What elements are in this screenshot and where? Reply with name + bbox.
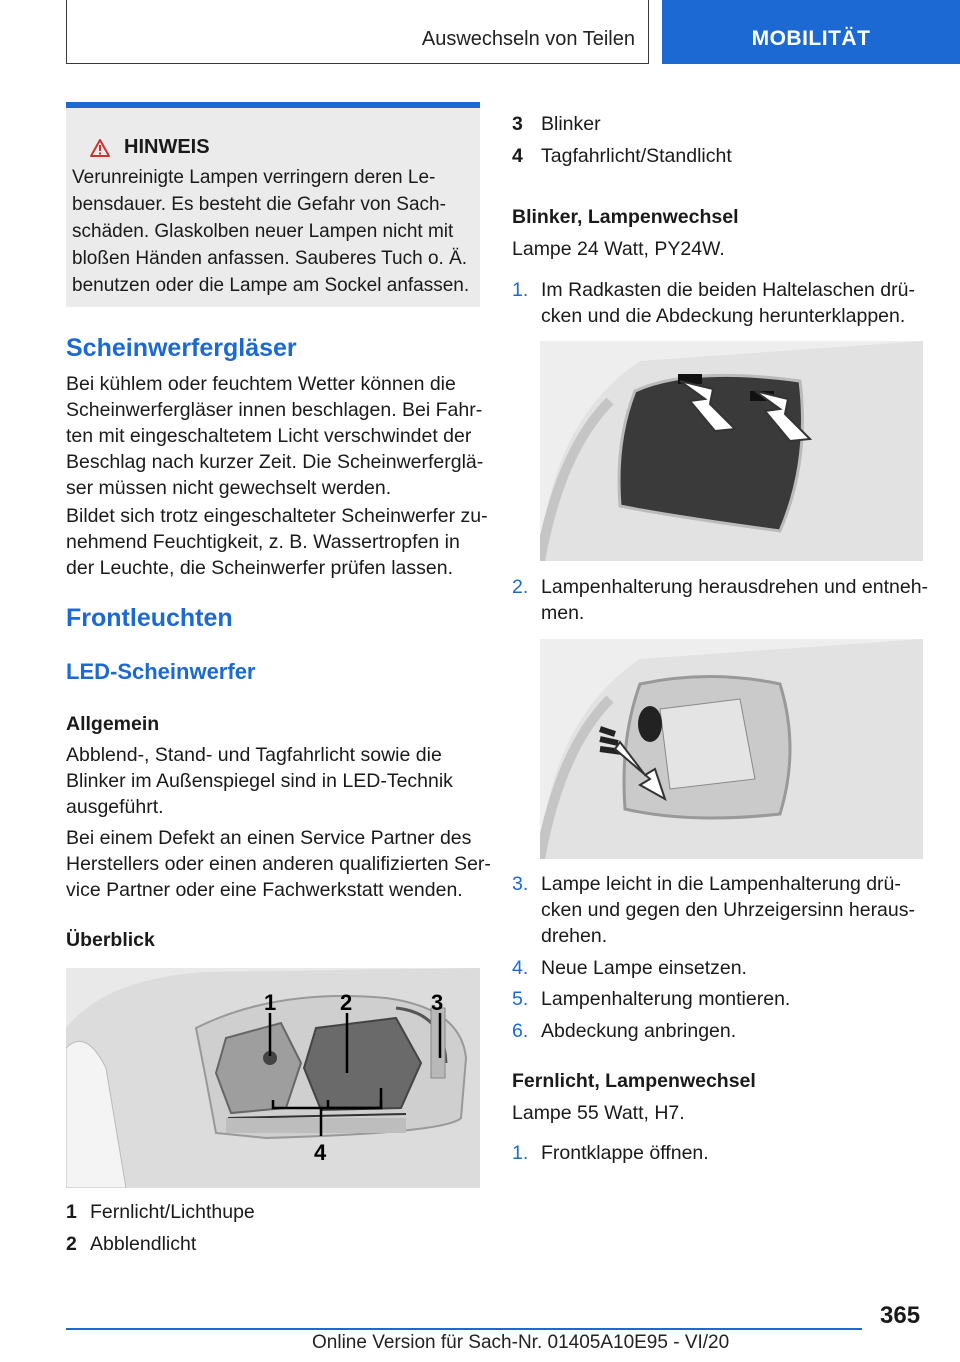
headlight-overview-image bbox=[66, 968, 480, 1188]
step-item: 4. Neue Lampe einsetzen. bbox=[512, 957, 747, 979]
paragraph-scheinwerfer-2: Bildet sich trotz eingeschalteter Scheinwerfer zu- nehmend Feuchtigkeit, z. B. Wassertropfen in der Leuchte, die Scheinwerfer prüfen lassen. bbox=[66, 505, 488, 579]
footer-divider bbox=[66, 1328, 862, 1330]
notice-text: Verunreinigte Lampen verringern deren Le- bensdauer. Es besteht die Gefahr von Sach- schäden. Glaskolben neuer Lampen nicht mit bloßen Händen anfassen. Sauberes Tuch o. Ä. benutzen oder die Lampe am Sockel anfassen. bbox=[72, 167, 470, 296]
notice-box bbox=[66, 102, 480, 307]
header-section-title: Auswechseln von Teilen bbox=[421, 28, 635, 50]
step-item: 1. Frontklappe öffnen. bbox=[512, 1142, 709, 1164]
paragraph-allgemein-2: Bei einem Defekt an einen Service Partner des Herstellers oder einen anderen qualifizierten Ser- vice Partner oder eine Fachwerkstatt wenden. bbox=[66, 827, 491, 901]
paragraph-scheinwerfer-1: Bei kühlem oder feuchtem Wetter können die Scheinwerfergläser innen beschlagen. Bei Fahr- ten mit eingeschaltetem Licht verschwindet der Beschlag nach kurzer Zeit. Die Scheinwerferglä- ser müssen nicht gewechselt werden. bbox=[66, 373, 484, 499]
legend-item: 4 Tagfahrlicht/Standlicht bbox=[512, 145, 732, 167]
heading-scheinwerferglaeser: Scheinwerfergläser bbox=[66, 334, 297, 362]
heading-ueberblick: Überblick bbox=[66, 929, 155, 951]
step-item: 6. Abdeckung anbringen. bbox=[512, 1020, 737, 1042]
warning-triangle-icon bbox=[90, 139, 110, 157]
heading-fernlicht-lampenwechsel: Fernlicht, Lampenwechsel bbox=[512, 1070, 756, 1092]
figure-label-2: 2 bbox=[340, 990, 353, 1015]
heading-frontleuchten: Frontleuchten bbox=[66, 604, 233, 632]
legend-item: 2 Abblendlicht bbox=[66, 1233, 197, 1255]
heading-allgemein: Allgemein bbox=[66, 713, 160, 735]
page-number: 365 bbox=[880, 1302, 921, 1329]
figure-label-3: 3 bbox=[431, 990, 444, 1015]
lamp-holder-image bbox=[540, 639, 923, 859]
legend-item: 3 Blinker bbox=[512, 113, 601, 135]
step-item: 5. Lampenhalterung montieren. bbox=[512, 988, 791, 1010]
heading-blinker-lampenwechsel: Blinker, Lampenwechsel bbox=[512, 206, 739, 228]
step-item: 2. Lampenhalterung herausdrehen und entneh- men. bbox=[512, 576, 929, 624]
wheel-arch-cover-image bbox=[540, 341, 923, 561]
notice-heading bbox=[90, 136, 210, 159]
figure-label-4: 4 bbox=[314, 1140, 327, 1165]
header-tab-mobilitaet[interactable]: MOBILITÄT bbox=[662, 0, 960, 64]
figure-label-1: 1 bbox=[264, 990, 277, 1015]
fernlicht-lamp-spec: Lampe 55 Watt, H7. bbox=[512, 1102, 685, 1124]
notice-title: HINWEIS bbox=[124, 136, 210, 158]
footer-text: Online Version für Sach-Nr. 01405A10E95 - VI/20 bbox=[312, 1332, 730, 1353]
step-item: 3. Lampe leicht in die Lampenhalterung drü- cken und gegen den Uhrzeigersinn heraus- drehen. bbox=[512, 873, 915, 947]
step-item: 1. Im Radkasten die beiden Haltelaschen drü- cken und die Abdeckung herunterklappen. bbox=[512, 279, 915, 327]
blinker-lamp-spec: Lampe 24 Watt, PY24W. bbox=[512, 238, 725, 260]
legend-item: 1 Fernlicht/Lichthupe bbox=[66, 1201, 255, 1223]
paragraph-allgemein-1: Abblend-, Stand- und Tagfahrlicht sowie die Blinker im Außenspiegel sind in LED-Technik ausgeführt. bbox=[66, 744, 453, 818]
heading-led-scheinwerfer: LED-Scheinwerfer bbox=[66, 659, 256, 684]
